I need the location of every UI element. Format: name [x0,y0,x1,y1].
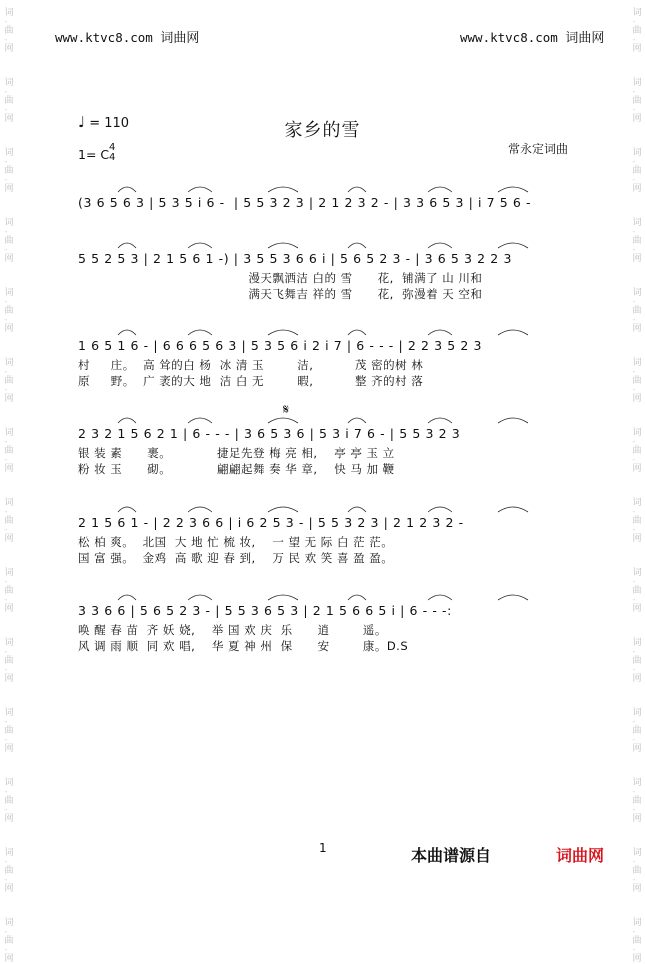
watermark-char: 网 [632,464,642,474]
watermark-group [632,848,641,894]
watermark-dash: - [632,875,636,884]
slur-marks [78,588,572,602]
slur-mark [188,507,212,512]
watermark-group [632,918,641,964]
slur-mark [188,187,212,192]
watermark-group [4,778,13,824]
slur-mark [348,418,366,423]
watermark-char: 词 [4,428,14,438]
watermark-dash: - [4,437,8,446]
watermark-char: 曲 [4,376,14,386]
header-site-link-left[interactable] [55,27,199,46]
watermark-char: 曲 [4,796,14,806]
watermark-char: 网 [4,114,14,124]
watermark-dash: - [4,787,8,796]
watermark-dash: - [632,175,636,184]
watermark-char: 曲 [632,796,642,806]
notation-line: 2 3 2 1 5 6 2 1 | 6 - - - | 3 6 5 3 6 | 5 3 i 7 6 - | 5 5 3 2 3 [78,426,461,441]
watermark-char: 曲 [4,866,14,876]
watermark-dash: - [4,577,8,586]
watermark-dash: - [632,595,636,604]
watermark-char: 网 [632,674,642,684]
watermark-char: 曲 [4,96,14,106]
watermark-dash: - [4,927,8,936]
watermark-char: 词 [632,288,642,298]
watermark-dash: - [632,945,636,954]
watermark-char: 曲 [632,936,642,946]
watermark-char: 网 [4,954,14,964]
watermark-char: 词 [632,78,642,88]
watermark-char: 曲 [632,726,642,736]
watermark-dash: - [4,157,8,166]
watermark-char: 词 [632,708,642,718]
watermark-group [632,218,641,264]
watermark-dash: - [632,805,636,814]
watermark-char: 词 [632,638,642,648]
watermark-dash: - [4,367,8,376]
watermark-char: 网 [632,324,642,334]
watermark-char: 网 [632,814,642,824]
watermark-char: 曲 [4,516,14,526]
watermark-group [4,148,13,194]
slur-mark [268,330,298,335]
slur-mark [428,418,452,423]
watermark-group [632,148,641,194]
watermark-dash: - [632,717,636,726]
time-signature [109,143,115,163]
watermark-char: 词 [4,498,14,508]
lyric-line-verse-2: 风 调 雨 顺 同 欢 唱, 华 夏 神 州 保 安 康。D.S [78,639,409,653]
watermark-dash: - [632,735,636,744]
watermark-char: 曲 [4,306,14,316]
watermark-group [4,8,13,54]
watermark-char: 词 [632,218,642,228]
slur-mark [118,187,136,192]
watermark-char: 网 [632,254,642,264]
header-site-name-left: 词曲网 [160,31,200,46]
watermark-char: 曲 [4,936,14,946]
watermark-group [632,708,641,754]
watermark-char: 词 [4,358,14,368]
watermark-group [4,288,13,334]
header-url-left: www.ktvc8.com [55,30,153,45]
watermark-dash: - [632,105,636,114]
watermark-dash: - [4,315,8,324]
watermark-dash: - [632,227,636,236]
lyric-line-verse-2: 原 野。 广 袤的大 地 洁 白 无 暇, 整 齐的村 落 [78,374,424,388]
watermark-char: 曲 [632,376,642,386]
key-signature: 1= C [78,147,110,162]
watermark-char: 网 [4,464,14,474]
watermark-dash: - [632,647,636,656]
watermark-char: 词 [632,568,642,578]
slur-mark [498,330,528,335]
watermark-char: 网 [632,114,642,124]
lyric-line-verse-1: 唤 醒 春 苗 齐 妖 娆, 举 国 欢 庆 乐 逍 遥。 [78,623,387,637]
watermark-dash: - [632,455,636,464]
watermark-char: 词 [632,498,642,508]
watermark-char: 网 [4,604,14,614]
slur-mark [268,243,298,248]
watermark-char: 词 [4,708,14,718]
slur-mark [428,330,452,335]
slur-marks [78,500,572,514]
slur-marks [78,323,572,337]
watermark-dash: - [4,717,8,726]
watermark-char: 曲 [632,446,642,456]
watermark-char: 词 [4,638,14,648]
watermark-char: 网 [632,394,642,404]
watermark-char: 曲 [632,866,642,876]
watermark-char: 网 [632,884,642,894]
page-number: 1 [319,841,327,855]
watermark-char: 词 [632,148,642,158]
watermark-dash: - [4,805,8,814]
watermark-char: 曲 [4,236,14,246]
watermark-group [4,218,13,264]
watermark-char: 词 [4,148,14,158]
slur-mark [428,243,452,248]
watermark-dash: - [4,35,8,44]
notation-line: 1 6 5 1 6 - | 6 6 6 5 6 3 | 5 3 5 6 i 2 i 7 | 6 - - - | 2 2 3 5 2 3 [78,338,483,353]
notation-line: 2 1 5 6 1 - | 2 2 3 6 6 | i 6 2 5 3 - | 5 5 3 2 3 | 2 1 2 3 2 - [78,515,464,530]
watermark-char: 曲 [4,26,14,36]
watermark-dash: - [4,245,8,254]
tempo-value: = 110 [89,116,130,131]
watermark-dash: - [632,367,636,376]
watermark-dash: - [632,927,636,936]
meter-top: 4 [109,142,116,153]
slur-mark [498,243,528,248]
watermark-char: 词 [4,288,14,298]
watermark-dash: - [4,297,8,306]
watermark-group [4,708,13,754]
slur-marks [78,236,572,250]
watermark-char: 词 [4,78,14,88]
watermark-dash: - [632,157,636,166]
watermark-char: 曲 [632,166,642,176]
watermark-dash: - [632,245,636,254]
watermark-char: 网 [4,254,14,264]
watermark-dash: - [4,175,8,184]
watermark-char: 曲 [632,516,642,526]
watermark-group [4,568,13,614]
watermark-char: 词 [632,778,642,788]
lyric-line-verse-1: 银 装 素 裹。 捷足先登 梅 亮 相, 亭 亭 玉 立 [78,446,395,460]
watermark-char: 词 [632,848,642,858]
slur-mark [188,330,212,335]
watermark-char: 网 [4,674,14,684]
watermark-dash: - [4,385,8,394]
watermark-group [4,918,13,964]
watermark-char: 网 [4,744,14,754]
slur-mark [428,595,452,600]
watermark-char: 曲 [632,586,642,596]
watermark-dash: - [4,227,8,236]
slur-marks [78,411,572,425]
footer-source-label: 本曲谱源自 [411,846,492,865]
notation-line: 5 5 2 5 3 | 2 1 5 6 1 -) | 3 5 5 3 6 6 i | 5 6 5 2 3 - | 3 6 5 3 2 2 3 [78,251,512,266]
lyric-line-verse-1: 村 庄。 高 耸的白 杨 冰 清 玉 洁, 茂 密的树 林 [78,358,424,372]
slur-mark [348,330,366,335]
watermark-dash: - [4,105,8,114]
footer-brand-link[interactable]: 词曲网 [556,846,605,865]
slur-mark [118,418,136,423]
watermark-char: 网 [4,884,14,894]
header-url-right: www.ktvc8.com [460,30,558,45]
watermark-char: 网 [4,324,14,334]
watermark-char: 网 [4,814,14,824]
slur-mark [118,595,136,600]
watermark-group [632,428,641,474]
watermark-char: 网 [632,604,642,614]
lyric-line-verse-2: 国 富 强。 金鸡 高 歌 迎 春 到, 万 民 欢 笑 喜 盈 盈。 [78,551,394,565]
watermark-char: 词 [4,8,14,18]
watermark-char: 词 [4,218,14,228]
watermark-group [4,358,13,404]
watermark-dash: - [4,857,8,866]
header-site-link-right[interactable] [460,27,604,46]
watermark-dash: - [4,455,8,464]
watermark-group [632,568,641,614]
lyric-line-verse-2: 粉 妆 玉 砌。 翩翩起舞 奏 华 章, 快 马 加 鞭 [78,462,395,476]
slur-mark [118,507,136,512]
watermark-group [4,428,13,474]
slur-mark [428,187,452,192]
watermark-char: 词 [4,848,14,858]
slur-mark [188,595,212,600]
slur-mark [188,418,212,423]
watermark-dash: - [632,87,636,96]
slur-mark [498,418,528,423]
watermark-char: 曲 [4,656,14,666]
lyric-line-verse-2: 满天飞舞吉 祥的 雪 花, 弥漫着 天 空和 [78,287,483,301]
slur-mark [268,418,298,423]
slur-mark [348,595,366,600]
watermark-char: 词 [4,778,14,788]
segno-icon: 𝄋 [283,402,290,418]
watermark-dash: - [4,595,8,604]
slur-mark [498,595,528,600]
watermark-char: 曲 [4,586,14,596]
watermark-char: 曲 [632,306,642,316]
notation-line: (3 6 5 6 3 | 5 3 5 i 6 - | 5 5 3 2 3 | 2 1 2 3 2 - | 3 3 6 5 3 | i 7 5 6 - [78,195,532,210]
watermark-dash: - [4,525,8,534]
slur-mark [348,507,366,512]
watermark-dash: - [632,315,636,324]
watermark-dash: - [632,297,636,306]
watermark-char: 词 [4,568,14,578]
watermark-char: 网 [4,394,14,404]
watermark-char: 网 [632,954,642,964]
watermark-char: 曲 [632,26,642,36]
slur-mark [348,243,366,248]
watermark-dash: - [632,857,636,866]
quarter-note-icon: ♩ [78,113,86,131]
watermark-char: 词 [4,918,14,928]
watermark-char: 曲 [632,236,642,246]
slur-mark [428,507,452,512]
slur-mark [498,507,528,512]
watermark-char: 网 [4,534,14,544]
watermark-char: 曲 [4,166,14,176]
watermark-dash: - [632,17,636,26]
watermark-group [632,8,641,54]
song-author: 常永定词曲 [508,142,569,156]
meter-bottom: 4 [109,152,116,163]
slur-mark [268,187,298,192]
watermark-char: 网 [632,184,642,194]
watermark-dash: - [632,507,636,516]
watermark-group [4,498,13,544]
watermark-dash: - [632,665,636,674]
slur-mark [348,187,366,192]
watermark-dash: - [632,787,636,796]
slur-mark [498,187,528,192]
watermark-char: 词 [632,8,642,18]
watermark-dash: - [4,945,8,954]
watermark-group [632,498,641,544]
song-title: 家乡的雪 [284,120,361,141]
watermark-group [4,848,13,894]
watermark-dash: - [632,525,636,534]
watermark-dash: - [4,647,8,656]
watermark-dash: - [4,507,8,516]
watermark-char: 网 [632,44,642,54]
watermark-dash: - [4,665,8,674]
slur-mark [268,595,298,600]
watermark-dash: - [4,17,8,26]
watermark-dash: - [632,577,636,586]
watermark-dash: - [4,87,8,96]
watermark-dash: - [4,875,8,884]
watermark-group [632,638,641,684]
watermark-char: 网 [632,744,642,754]
watermark-group [4,638,13,684]
watermark-char: 网 [4,44,14,54]
slur-marks [78,180,572,194]
slur-mark [188,243,212,248]
slur-mark [268,507,298,512]
watermark-dash: - [632,385,636,394]
watermark-dash: - [4,735,8,744]
header-site-name-right: 词曲网 [565,31,605,46]
watermark-group [632,288,641,334]
slur-mark [118,330,136,335]
notation-line: 3 3 6 6 | 5 6 5 2 3 - | 5 5 3 6 5 3 | 2 1 5 6 6 5 i | 6 - - -: [78,603,452,618]
lyric-line-verse-1: 漫天飘洒洁 白的 雪 花, 铺满了 山 川和 [78,271,483,285]
watermark-char: 曲 [632,96,642,106]
watermark-char: 曲 [4,726,14,736]
watermark-dash: - [632,35,636,44]
watermark-char: 曲 [632,656,642,666]
watermark-char: 词 [632,358,642,368]
watermark-char: 网 [632,534,642,544]
lyric-line-verse-1: 松 柏 爽。 北国 大 地 忙 梳 妆, 一 望 无 际 白 茫 茫。 [78,535,394,549]
watermark-char: 词 [632,918,642,928]
watermark-char: 网 [4,184,14,194]
watermark-char: 词 [632,428,642,438]
slur-mark [118,243,136,248]
watermark-group [632,358,641,404]
watermark-char: 曲 [4,446,14,456]
watermark-group [632,778,641,824]
watermark-dash: - [632,437,636,446]
